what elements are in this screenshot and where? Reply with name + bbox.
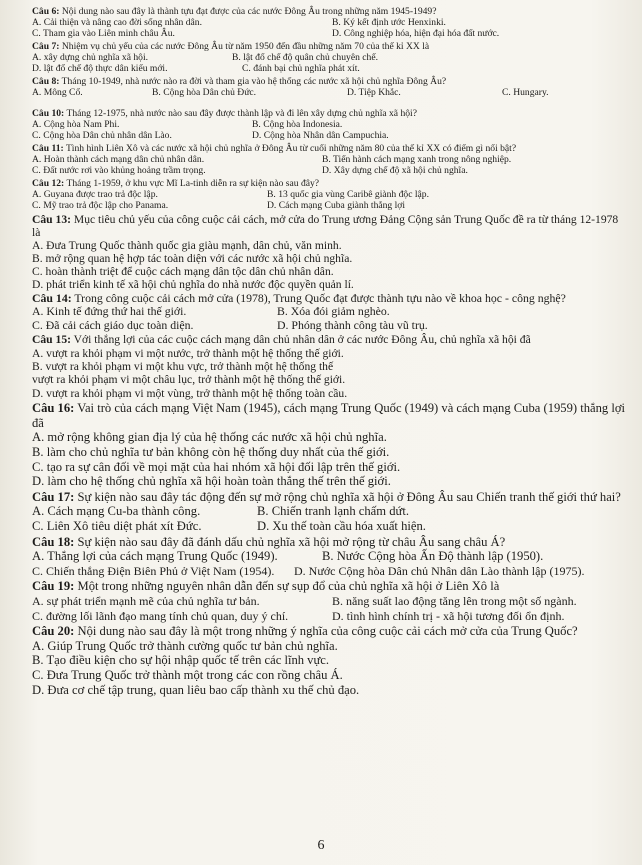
option-b: B. Tạo điều kiện cho sự hội nhập quốc tế trên các lĩnh vực.: [32, 653, 330, 668]
option-b: B. 13 quốc gia vùng Caribê giành độc lập.: [267, 189, 429, 200]
question-17: [32, 490, 628, 534]
option-a: A. Mông Cổ.: [32, 87, 83, 98]
option-d: D. Công nghiệp hóa, hiện đại hóa đất nước.: [332, 28, 500, 39]
option-b: B. Chiến tranh lạnh chấm dứt.: [257, 504, 409, 519]
question-stem: Mục tiêu chủ yếu của công cuộc cải cách, mở cửa do Trung ương Đảng Cộng sản Trung Quốc đề ra từ tháng 12-1978 là: [32, 213, 619, 239]
option-c: C. hoàn thành triệt để cuộc cách mạng dân tộc dân chủ nhân dân.: [32, 265, 334, 278]
question-stem: Nhiệm vụ chủ yếu của các nước Đông Âu từ năm 1950 đến đầu những năm 70 của thế kỉ XX là: [59, 41, 430, 52]
option-a: A. Giúp Trung Quốc trở thành cường quốc tư bản chủ nghĩa.: [32, 638, 338, 653]
page-number: 6: [317, 838, 325, 853]
option-d: D. Đưa cơ chế tập trung, quan liêu bao cấp thành xu thế chủ đạo.: [32, 682, 360, 697]
question-stem: Trong công cuộc cải cách mở cửa (1978), Trung Quốc đạt được thành tựu nào về khoa học - công nghệ?: [71, 291, 566, 305]
option-a: A. Kinh tế đứng thứ hai thế giới.: [32, 304, 187, 319]
question-number: Câu 19:: [32, 579, 75, 594]
option-b: B. Nước Cộng hòa Ấn Độ thành lập (1950).: [322, 549, 544, 564]
option-d: D. phát triển kinh tế xã hội chủ nghĩa do nhà nước độc quyền quản lí.: [32, 278, 354, 291]
question-11: [32, 143, 628, 176]
option-d: D. làm cho hệ thống chủ nghĩa xã hội hoàn toàn thắng thế trên thế giới.: [32, 474, 391, 489]
option-c: C. Chiến thắng Điện Biên Phủ ở Việt Nam (1954).: [32, 563, 275, 578]
question-number: Câu 10:: [32, 108, 65, 119]
option-b: B. Cộng hòa Dân chủ Đức.: [152, 87, 257, 98]
option-a: A. xây dựng chủ nghĩa xã hội.: [32, 52, 149, 63]
option-a: A. Guyana được trao trả độc lập.: [32, 189, 158, 200]
option-b: B. năng suất lao động tăng lên trong một số ngành.: [332, 593, 577, 608]
option-d: D. lật đổ chế độ thực dân kiểu mới.: [32, 63, 168, 74]
question-stem: Với thắng lợi của các cuộc cách mạng dân chủ nhân dân ở các nước Đông Âu, chủ nghĩa xã hội đã: [70, 333, 531, 347]
question-stem: Tháng 10-1949, nhà nước nào ra đời và tham gia vào hệ thống các nước xã hội chủ nghĩa Đông Âu?: [59, 76, 447, 87]
option-c: C. Hungary.: [502, 87, 549, 98]
option-a: A. vượt ra khỏi phạm vi một nước, trở thành một hệ thống thế giới.: [32, 346, 344, 360]
question-number: Câu 7:: [32, 41, 60, 52]
option-c: C. Tham gia vào Liên minh châu Âu.: [32, 28, 175, 39]
option-a: A. Cách mạng Cu-ba thành công.: [32, 504, 201, 519]
option-c: C. đường lối lãnh đạo mang tính chủ quan, duy ý chí.: [32, 608, 289, 623]
option-c: C. Mỹ trao trả độc lập cho Panama.: [32, 200, 169, 211]
option-c: vượt ra khỏi phạm vi một châu lục, trở thành một hệ thống thế giới.: [32, 373, 346, 387]
question-10: [32, 108, 628, 141]
option-b: B. Cộng hòa Indonesia.: [252, 119, 343, 130]
question-number: Câu 14:: [32, 291, 72, 305]
option-c: C. Đưa Trung Quốc trở thành một trong các con rồng châu Á.: [32, 667, 343, 682]
option-b: B. vượt ra khỏi phạm vi một khu vực, trở thành một hệ thống thế: [32, 360, 334, 374]
question-20: [32, 624, 628, 697]
option-d: D. Xây dựng chế độ xã hội chủ nghĩa.: [322, 165, 468, 176]
question-number: Câu 11:: [32, 143, 64, 154]
question-stem: Sự kiện nào sau đây tác động đến sự mở rộng chủ nghĩa xã hội ở Đông Âu sau Chiến tranh thế giới thứ hai?: [74, 489, 621, 504]
question-number: Câu 20:: [32, 624, 75, 639]
question-7: [32, 41, 628, 74]
question-number: Câu 6:: [32, 6, 60, 17]
question-stem: Tình hình Liên Xô và các nước xã hội chủ nghĩa ở Đông Âu từ cuối những năm 80 của thế kỉ XX có điểm gì nổi bật?: [63, 143, 517, 154]
option-c: C. Cộng hòa Dân chủ nhân dân Lào.: [32, 130, 172, 141]
option-a: A. Cộng hòa Nam Phi.: [32, 119, 120, 130]
question-stem: Tháng 12-1975, nhà nước nào sau đây được thành lập và đi lên xây dựng chủ nghĩa xã hội?: [64, 108, 417, 119]
option-b: B. làm cho chủ nghĩa tư bản không còn hệ thống duy nhất của thế giới.: [32, 445, 390, 460]
question-number: Câu 17:: [32, 489, 75, 504]
question-number: Câu 16:: [32, 401, 75, 416]
question-number: Câu 8:: [32, 76, 60, 87]
option-a: A. mở rộng không gian địa lý của hệ thống các nước xã hội chủ nghĩa.: [32, 430, 387, 445]
option-a: A. sự phát triển mạnh mẽ của chủ nghĩa tư bản.: [32, 593, 260, 608]
option-b: B. Xóa đói giảm nghèo.: [277, 304, 390, 319]
option-a: A. Cải thiện và nâng cao đời sống nhân dân.: [32, 17, 202, 28]
option-d: D. vượt ra khỏi phạm vi một vùng, trở thành một hệ thống toàn cầu.: [32, 386, 348, 400]
question-stem: Một trong những nguyên nhân dẫn đến sự sụp đổ của chủ nghĩa xã hội ở Liên Xô là: [74, 579, 500, 594]
question-13: [32, 213, 628, 291]
option-a: A. Đưa Trung Quốc thành quốc gia giàu mạnh, dân chủ, văn minh.: [32, 239, 342, 252]
question-15: [32, 333, 628, 400]
question-number: Câu 12:: [32, 178, 65, 189]
option-d: D. Phóng thành công tàu vũ trụ.: [277, 317, 428, 332]
option-b: B. Ký kết định ước Henxinki.: [332, 17, 446, 28]
question-19: [32, 579, 628, 623]
question-12: [32, 178, 628, 211]
option-c: C. đánh bại chủ nghĩa phát xít.: [242, 63, 360, 74]
option-c: C. tạo ra sự cân đối về mọi mặt của hai nhóm xã hội đối lập trên thế giới.: [32, 459, 401, 474]
question-8: [32, 76, 628, 98]
question-stem: Sự kiện nào sau đây đã đánh dấu chủ nghĩa xã hội mở rộng từ châu Âu sang châu Á?: [74, 534, 506, 549]
question-number: Câu 18:: [32, 534, 75, 549]
question-number: Câu 13:: [32, 213, 71, 226]
option-c: C. Đã cải cách giáo dục toàn diện.: [32, 317, 194, 332]
question-14: [32, 292, 628, 332]
option-d: D. Cộng hòa Nhân dân Campuchia.: [252, 130, 389, 141]
option-a: A. Hoàn thành cách mạng dân chủ nhân dân.: [32, 154, 205, 165]
question-18: [32, 535, 628, 579]
option-b: B. mở rộng quan hệ hợp tác toàn diện với các nước xã hội chủ nghĩa.: [32, 252, 353, 265]
option-d: D. Nước Cộng hòa Dân chủ Nhân dân Lào thành lập (1975).: [294, 563, 585, 578]
question-list: [32, 6, 628, 698]
option-b: B. lật đổ chế độ quân chủ chuyên chế.: [232, 52, 378, 63]
option-b: B. Tiến hành cách mạng xanh trong nông nghiệp.: [322, 154, 512, 165]
option-d: D. Xu thế toàn cầu hóa xuất hiện.: [257, 519, 426, 533]
question-stem: Tháng 1-1959, ở khu vực Mĩ La-tinh diễn ra sự kiện nào sau đây?: [64, 178, 320, 189]
question-16: [32, 401, 628, 489]
option-c: C. Liên Xô tiêu diệt phát xít Đức.: [32, 519, 202, 533]
question-stem: Vai trò của cách mạng Việt Nam (1945), cách mạng Trung Quốc (1949) và cách mạng Cuba (1959) thắng lợi đã: [32, 401, 626, 430]
question-stem: Nội dung nào sau đây là một trong những ý nghĩa của công cuộc cải cách mở cửa của Trung Quốc?: [74, 624, 578, 639]
question-stem: Nội dung nào sau đây là thành tựu đạt được của các nước Đông Âu trong những năm 1945-1949?: [59, 6, 437, 17]
option-d: D. Tiệp Khắc.: [347, 87, 401, 98]
option-d: D. Cách mạng Cuba giành thắng lợi: [267, 200, 406, 211]
option-a: A. Thắng lợi của cách mạng Trung Quốc (1949).: [32, 549, 278, 564]
question-6: [32, 6, 628, 39]
option-d: D. tình hình chính trị - xã hội tương đối ổn định.: [332, 608, 565, 623]
option-c: C. Đất nước rơi vào khủng hoảng trầm trọng.: [32, 165, 206, 176]
question-number: Câu 15:: [32, 333, 71, 347]
